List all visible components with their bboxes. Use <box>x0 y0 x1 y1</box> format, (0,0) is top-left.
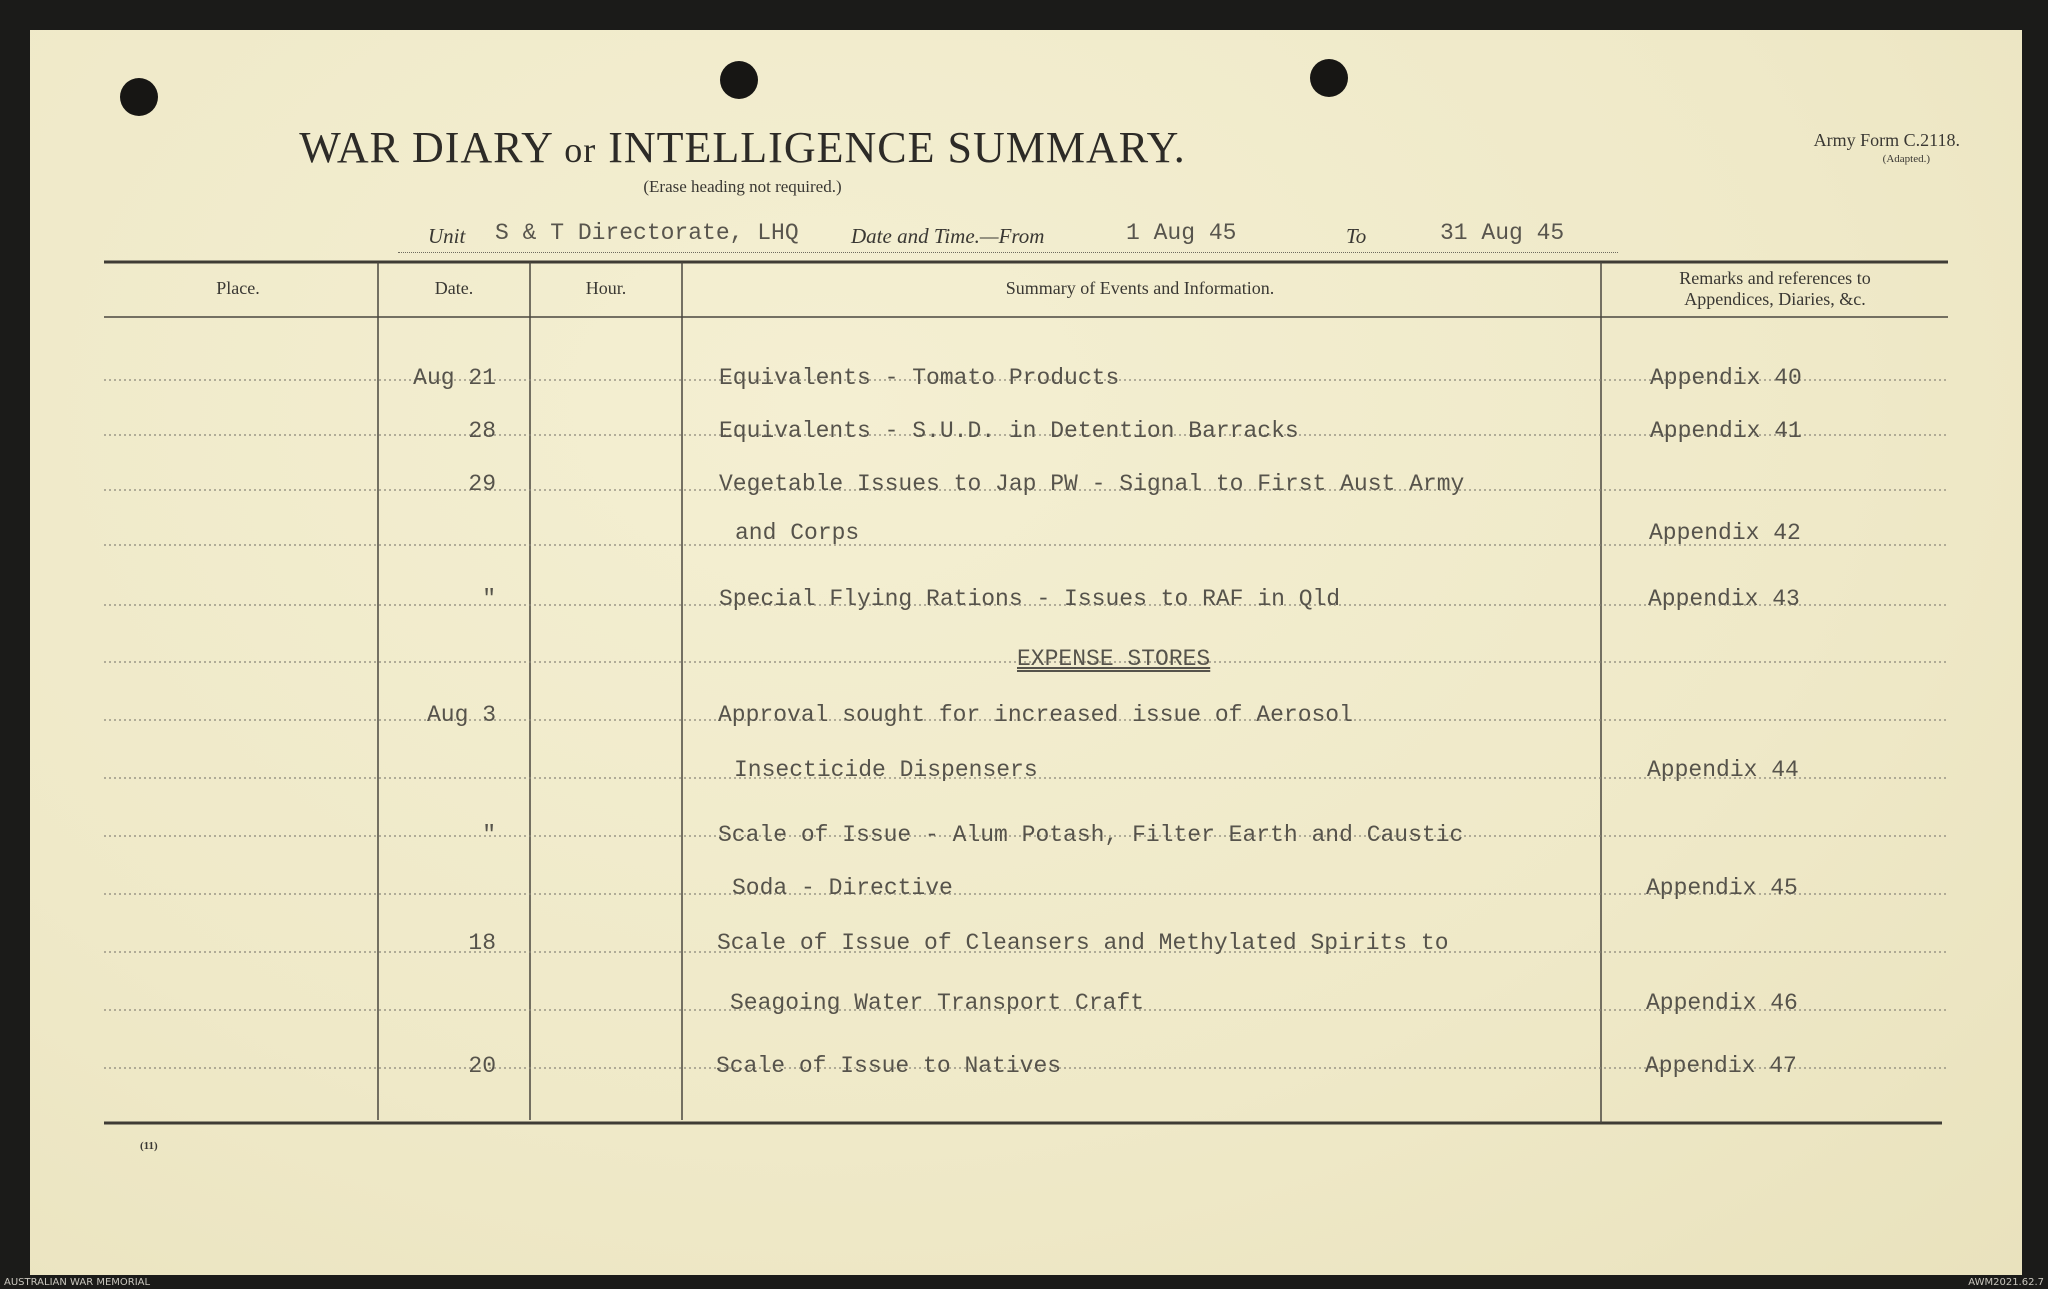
credit-right: AWM2021.62.7 <box>1968 1277 2044 1288</box>
entry-date: " <box>482 586 496 612</box>
entry-date: " <box>482 822 496 848</box>
entry-summary: Insecticide Dispensers <box>734 757 1038 783</box>
title-intelligence-summary: INTELLIGENCE SUMMARY. <box>608 123 1186 172</box>
entry-date: 18 <box>468 930 496 956</box>
to-label: To <box>1346 224 1367 248</box>
entry-date: Aug 3 <box>426 702 496 728</box>
entry-date: Aug 21 <box>413 365 496 391</box>
entry-remarks: Appendix 42 <box>1649 520 1801 546</box>
subheading: (Erase heading not required.) <box>643 177 842 196</box>
punch-hole <box>1310 59 1348 97</box>
header-summary: Summary of Events and Information. <box>1005 278 1275 298</box>
entry-remarks: Appendix 46 <box>1646 990 1798 1016</box>
datetime-label: Date and Time.—From <box>851 224 1045 248</box>
header-remarks <box>1610 268 1940 310</box>
credit-left: AUSTRALIAN WAR MEMORIAL <box>4 1277 151 1288</box>
to-value: 31 Aug 45 <box>1440 220 1565 246</box>
entry-summary: Vegetable Issues to Jap PW - Signal to First Aust Army <box>719 471 1465 497</box>
entry-summary: Scale of Issue to Natives <box>716 1053 1062 1079</box>
from-value: 1 Aug 45 <box>1126 220 1237 246</box>
unit-label: Unit <box>428 224 466 248</box>
page-title <box>0 122 1485 173</box>
form-number: (11) <box>140 1140 158 1152</box>
entry-remarks: Appendix 40 <box>1650 365 1802 391</box>
entry-remarks: Appendix 41 <box>1650 418 1802 444</box>
entry-remarks: Appendix 43 <box>1648 586 1800 612</box>
army-form-number <box>1740 130 1960 165</box>
header-date: Date. <box>434 278 474 298</box>
entry-remarks: Appendix 45 <box>1646 875 1798 901</box>
title-or: or <box>564 130 597 170</box>
entry-summary: Soda - Directive <box>732 875 953 901</box>
entry-summary: Scale of Issue - Alum Potash, Filter Earth and Caustic <box>718 822 1464 848</box>
unit-line <box>398 220 1618 253</box>
header-remarks-line1: Remarks and references to <box>1679 268 1871 288</box>
title-war-diary: WAR DIARY <box>299 123 553 172</box>
entry-summary: Special Flying Rations - Issues to RAF in Qld <box>719 586 1341 612</box>
entry-summary: Equivalents - S.U.D. in Detention Barracks <box>719 418 1299 444</box>
entry-remarks: Appendix 47 <box>1645 1053 1797 1079</box>
entry-date: 28 <box>468 418 496 444</box>
army-form-label: Army Form C.2118. <box>1813 130 1960 150</box>
header-place: Place. <box>216 278 260 298</box>
army-form-note: (Adapted.) <box>1882 153 1930 165</box>
punch-hole <box>720 61 758 99</box>
entry-summary: Equivalents - Tomato Products <box>719 365 1120 391</box>
entry-remarks: Appendix 44 <box>1647 757 1799 783</box>
entry-summary: EXPENSE STORES <box>1017 646 1211 672</box>
unit-value: S & T Directorate, LHQ <box>495 220 799 246</box>
entry-summary: Seagoing Water Transport Craft <box>730 990 1145 1016</box>
entry-summary: Approval sought for increased issue of Aerosol <box>718 702 1353 728</box>
header-remarks-line2: Appendices, Diaries, &c. <box>1684 289 1866 309</box>
entry-date: 20 <box>468 1053 496 1079</box>
header-hour: Hour. <box>585 278 627 298</box>
entry-summary: and Corps <box>735 520 860 546</box>
entry-date: 29 <box>468 471 496 497</box>
punch-hole <box>120 78 158 116</box>
entry-summary: Scale of Issue of Cleansers and Methylated Spirits to <box>717 930 1449 956</box>
